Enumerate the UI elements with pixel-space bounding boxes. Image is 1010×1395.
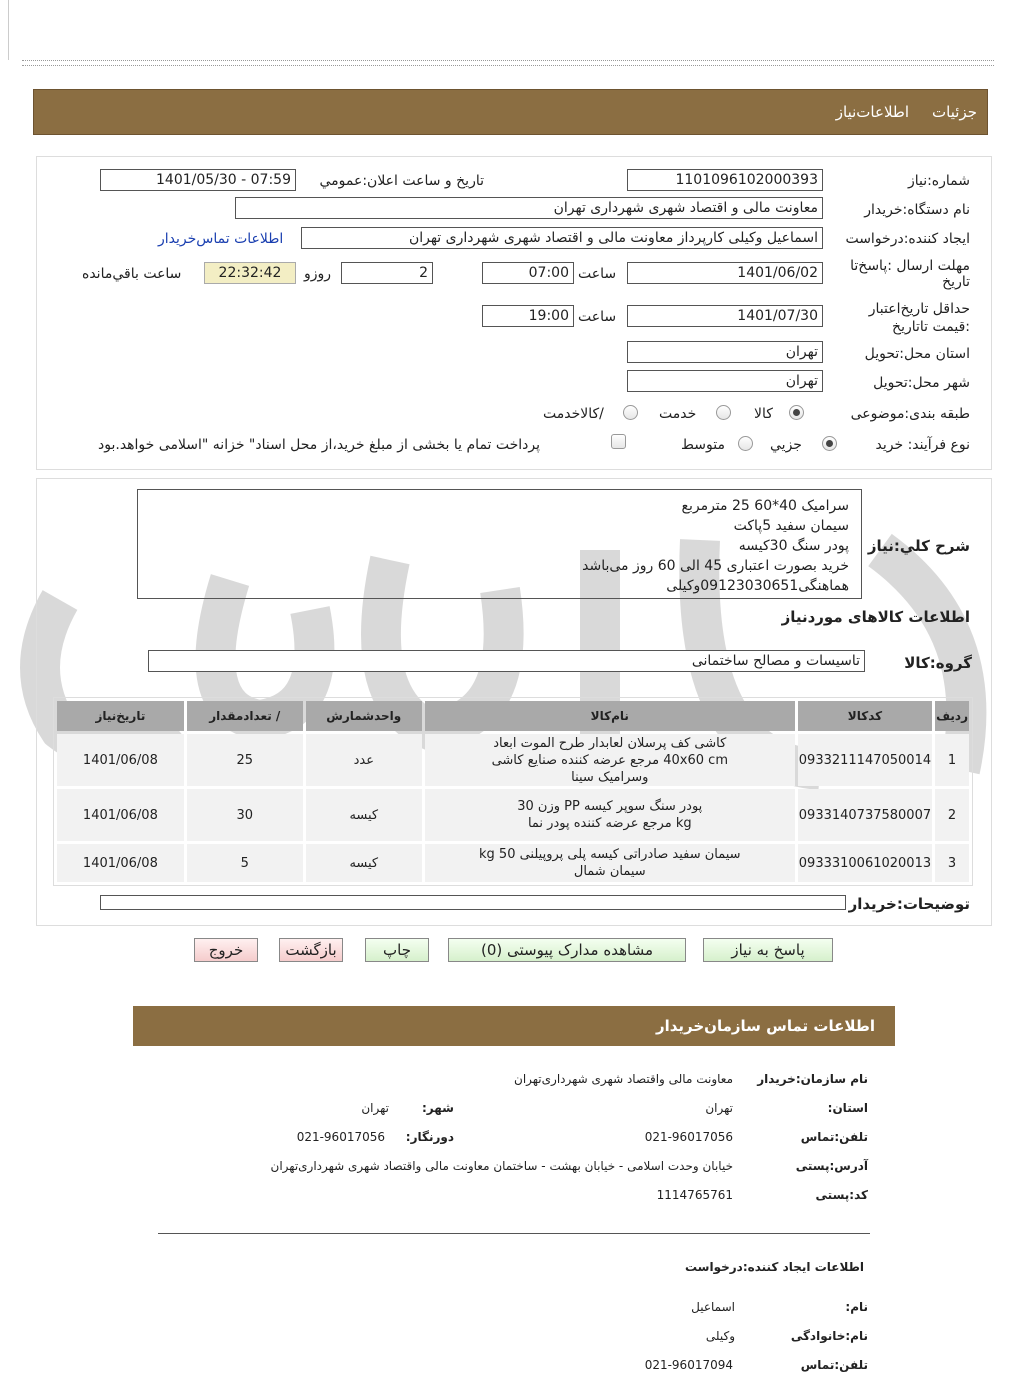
category-both-radio[interactable] (623, 405, 638, 420)
cell-code: 0933310061020013 (798, 844, 932, 882)
reply-deadline-label: مهلت ارسال :پاسخ‌تا تاریخ (850, 258, 970, 290)
city-field: تهران (627, 370, 823, 392)
contact-address-value: خیابان وحدت اسلامی - خیابان بهشت - ساختمان معاونت مالی واقتصاد شهری شهرداری‌تهران (270, 1159, 733, 1173)
contact-city-label: شهر: (422, 1101, 454, 1115)
buyer-notes-label: توضیحات:خریدار (848, 895, 970, 913)
category-service-label: خدمت (659, 406, 697, 422)
cell-unit: عدد (306, 734, 422, 786)
cell-name: کاشی کف پرسلان لعابدار طرح الموت ابعاد 40x60 cm مرجع عرضه کننده صنایع کاشی وسرامیک سینا (425, 734, 795, 786)
table-row (57, 789, 969, 841)
process-label: نوع فرآیند: خرید (875, 437, 970, 453)
remaining-label: ساعت باقي‌مانده (82, 266, 182, 282)
cell-row-no: 2 (935, 789, 969, 841)
creator-family-label: نام:خانوادگی (790, 1329, 868, 1343)
cell-row-no: 3 (935, 844, 969, 882)
creator-phone-label: تلفن:تماس (800, 1358, 868, 1372)
contact-address-label: آدرس:پستی (795, 1159, 868, 1173)
creator-label: ایجاد کننده:درخواست (845, 231, 970, 247)
announce-field: 1401/05/30 - 07:59 (100, 169, 296, 191)
cell-row-no: 1 (935, 734, 969, 786)
reply-date-field: 1401/06/02 (627, 262, 823, 284)
cell-name: سیمان سفید صادراتی کیسه پلی پروپیلنی 50 kg سیمان شمال (425, 844, 795, 882)
validity-date-field: 1401/07/30 (627, 305, 823, 327)
org-value: معاونت مالی واقتصاد شهری شهرداری‌تهران (514, 1072, 733, 1086)
buyer-contact-header (133, 1006, 895, 1046)
tab-need-info[interactable]: اطلاعات‌نیاز (835, 103, 909, 121)
cell-code: 0933211147050014 (798, 734, 932, 786)
cell-qty: 5 (187, 844, 303, 882)
days-label: روزو (304, 266, 332, 282)
creator-name-label: نام: (845, 1300, 868, 1314)
left-border-line (8, 0, 9, 60)
description-line: سیمان سفید 5پاکت (733, 518, 849, 534)
contact-phone-label: تلفن:تماس (800, 1130, 868, 1144)
process-medium-label: متوسط (681, 437, 725, 453)
category-goods-label: كالا (754, 406, 773, 422)
goods-table-header (57, 701, 969, 731)
cell-unit: کیسه (306, 789, 422, 841)
reply-to-need-button[interactable]: پاسخ به نیاز (703, 938, 833, 962)
process-medium-radio[interactable] (738, 436, 753, 451)
cell-date: 1401/06/08 (57, 789, 184, 841)
buyer-org-field: معاونت مالی و اقتصاد شهری شهرداری تهران (235, 197, 823, 219)
description-line: سرامیک 40*60 25 مترمربع (681, 498, 849, 514)
buyer-org-label: نام دستگاه:خریدار (864, 202, 970, 218)
creator-field: اسماعیل وکیلی کارپرداز معاونت مالی و اقتصاد شهری شهرداری تهران (301, 227, 823, 249)
announce-label: تاریخ و ساعت اعلان:عمومي (319, 173, 484, 189)
goods-table (53, 697, 973, 886)
print-button[interactable]: چاپ (365, 938, 429, 962)
top-separator (22, 60, 994, 66)
contact-fax-value: 021-96017056 (296, 1130, 385, 1144)
buyer-notes-field (100, 895, 846, 910)
contact-city-value: تهران (361, 1101, 389, 1115)
view-attachments-button[interactable]: مشاهده مدارک پیوستی (0) (448, 938, 686, 962)
col-date: تاریخ‌نیاز (57, 701, 184, 731)
category-both-label: /كالاخدمت (543, 406, 604, 422)
creator-info-title: اطلاعات ایجاد کننده:درخواست (684, 1260, 864, 1274)
city-label: شهر محل:تحویل (873, 375, 970, 391)
goods-group-label: گروه:کالا (904, 654, 972, 672)
cell-unit: کیسه (306, 844, 422, 882)
contact-province-label: استان: (827, 1101, 868, 1115)
buyer-contact-title: اطلاعات تماس سازمان‌خریدار (655, 1017, 875, 1035)
contact-phone-value: 021-96017056 (644, 1130, 733, 1144)
reply-time-label: ساعت (578, 266, 617, 282)
description-line: هماهنگی09123030651وکیلی (666, 578, 849, 594)
description-line: پودر سنگ 30کیسه (738, 538, 849, 554)
creator-name-value: اسماعیل (691, 1300, 735, 1314)
tab-details[interactable]: جزئیات (932, 103, 977, 121)
col-code: کدکالا (798, 701, 932, 731)
creator-phone-value: 021-96017094 (644, 1358, 733, 1372)
back-button[interactable]: بازگشت (279, 938, 343, 962)
cell-qty: 30 (187, 789, 303, 841)
reply-time-field: 07:00 (482, 262, 574, 284)
buyer-contact-link[interactable]: اطلاعات تماس‌خریدار (158, 231, 284, 247)
remaining-time: 22:32:42 (204, 262, 296, 284)
payment-treasury-checkbox[interactable] (611, 434, 626, 449)
category-service-radio[interactable] (716, 405, 731, 420)
contact-postal-value: 1114765761 (656, 1188, 733, 1202)
contact-postal-label: کد:پستی (815, 1188, 868, 1202)
col-row: ردیف (935, 701, 969, 731)
creator-family-value: وکیلی (705, 1329, 735, 1343)
cell-code: 0933140737580007 (798, 789, 932, 841)
validity-time-field: 19:00 (482, 305, 574, 327)
cell-name: پودر سنگ سوپر کیسه PP وزن 30 kg مرجع عرضه کننده پودر نما (425, 789, 795, 841)
details-header-bar (33, 89, 988, 135)
description-line: خرید بصورت اعتباری 45 الی 60 روز می‌باشد (582, 558, 849, 574)
cell-qty: 25 (187, 734, 303, 786)
table-row (57, 844, 969, 882)
category-goods-radio[interactable] (789, 405, 804, 420)
description-label: شرح کلي:نیاز (867, 537, 970, 555)
need-number-label: شماره:نیاز (907, 173, 970, 189)
goods-title: اطلاعات کالاهای موردنیاز (781, 608, 970, 626)
process-minor-radio[interactable] (822, 436, 837, 451)
exit-button[interactable]: خروج (194, 938, 258, 962)
need-number-field: 1101096102000393 (627, 169, 823, 191)
province-label: استان محل:تحویل (864, 346, 970, 362)
col-unit: واحدشمارش (306, 701, 422, 731)
days-field: 2 (341, 262, 433, 284)
table-row (57, 734, 969, 786)
col-qty: / تعدادمقدار (187, 701, 303, 731)
contact-fax-label: دورنگار: (405, 1130, 454, 1144)
validity-time-label: ساعت (578, 309, 617, 325)
col-name: نام‌کالا (425, 701, 795, 731)
need-description-box (137, 489, 862, 599)
province-field: تهران (627, 341, 823, 363)
contact-province-value: تهران (705, 1101, 733, 1115)
cell-date: 1401/06/08 (57, 844, 184, 882)
payment-note: پرداخت تمام یا بخشی از مبلغ خرید،از محل اسناد" خزانه "اسلامی خواهد.بود (98, 437, 541, 453)
goods-group-field: تاسیسات و مصالح ساختمانی (148, 650, 865, 672)
validity-label: حداقل تاریخ‌اعتبار :قیمت تا‌تاریخ (868, 301, 970, 335)
process-minor-label: جزیي (770, 437, 802, 453)
category-label: طبقه بندی:موضوعی (850, 406, 970, 422)
org-label: نام سازمان:خریدار (757, 1072, 868, 1086)
section-divider (158, 1233, 870, 1234)
cell-date: 1401/06/08 (57, 734, 184, 786)
